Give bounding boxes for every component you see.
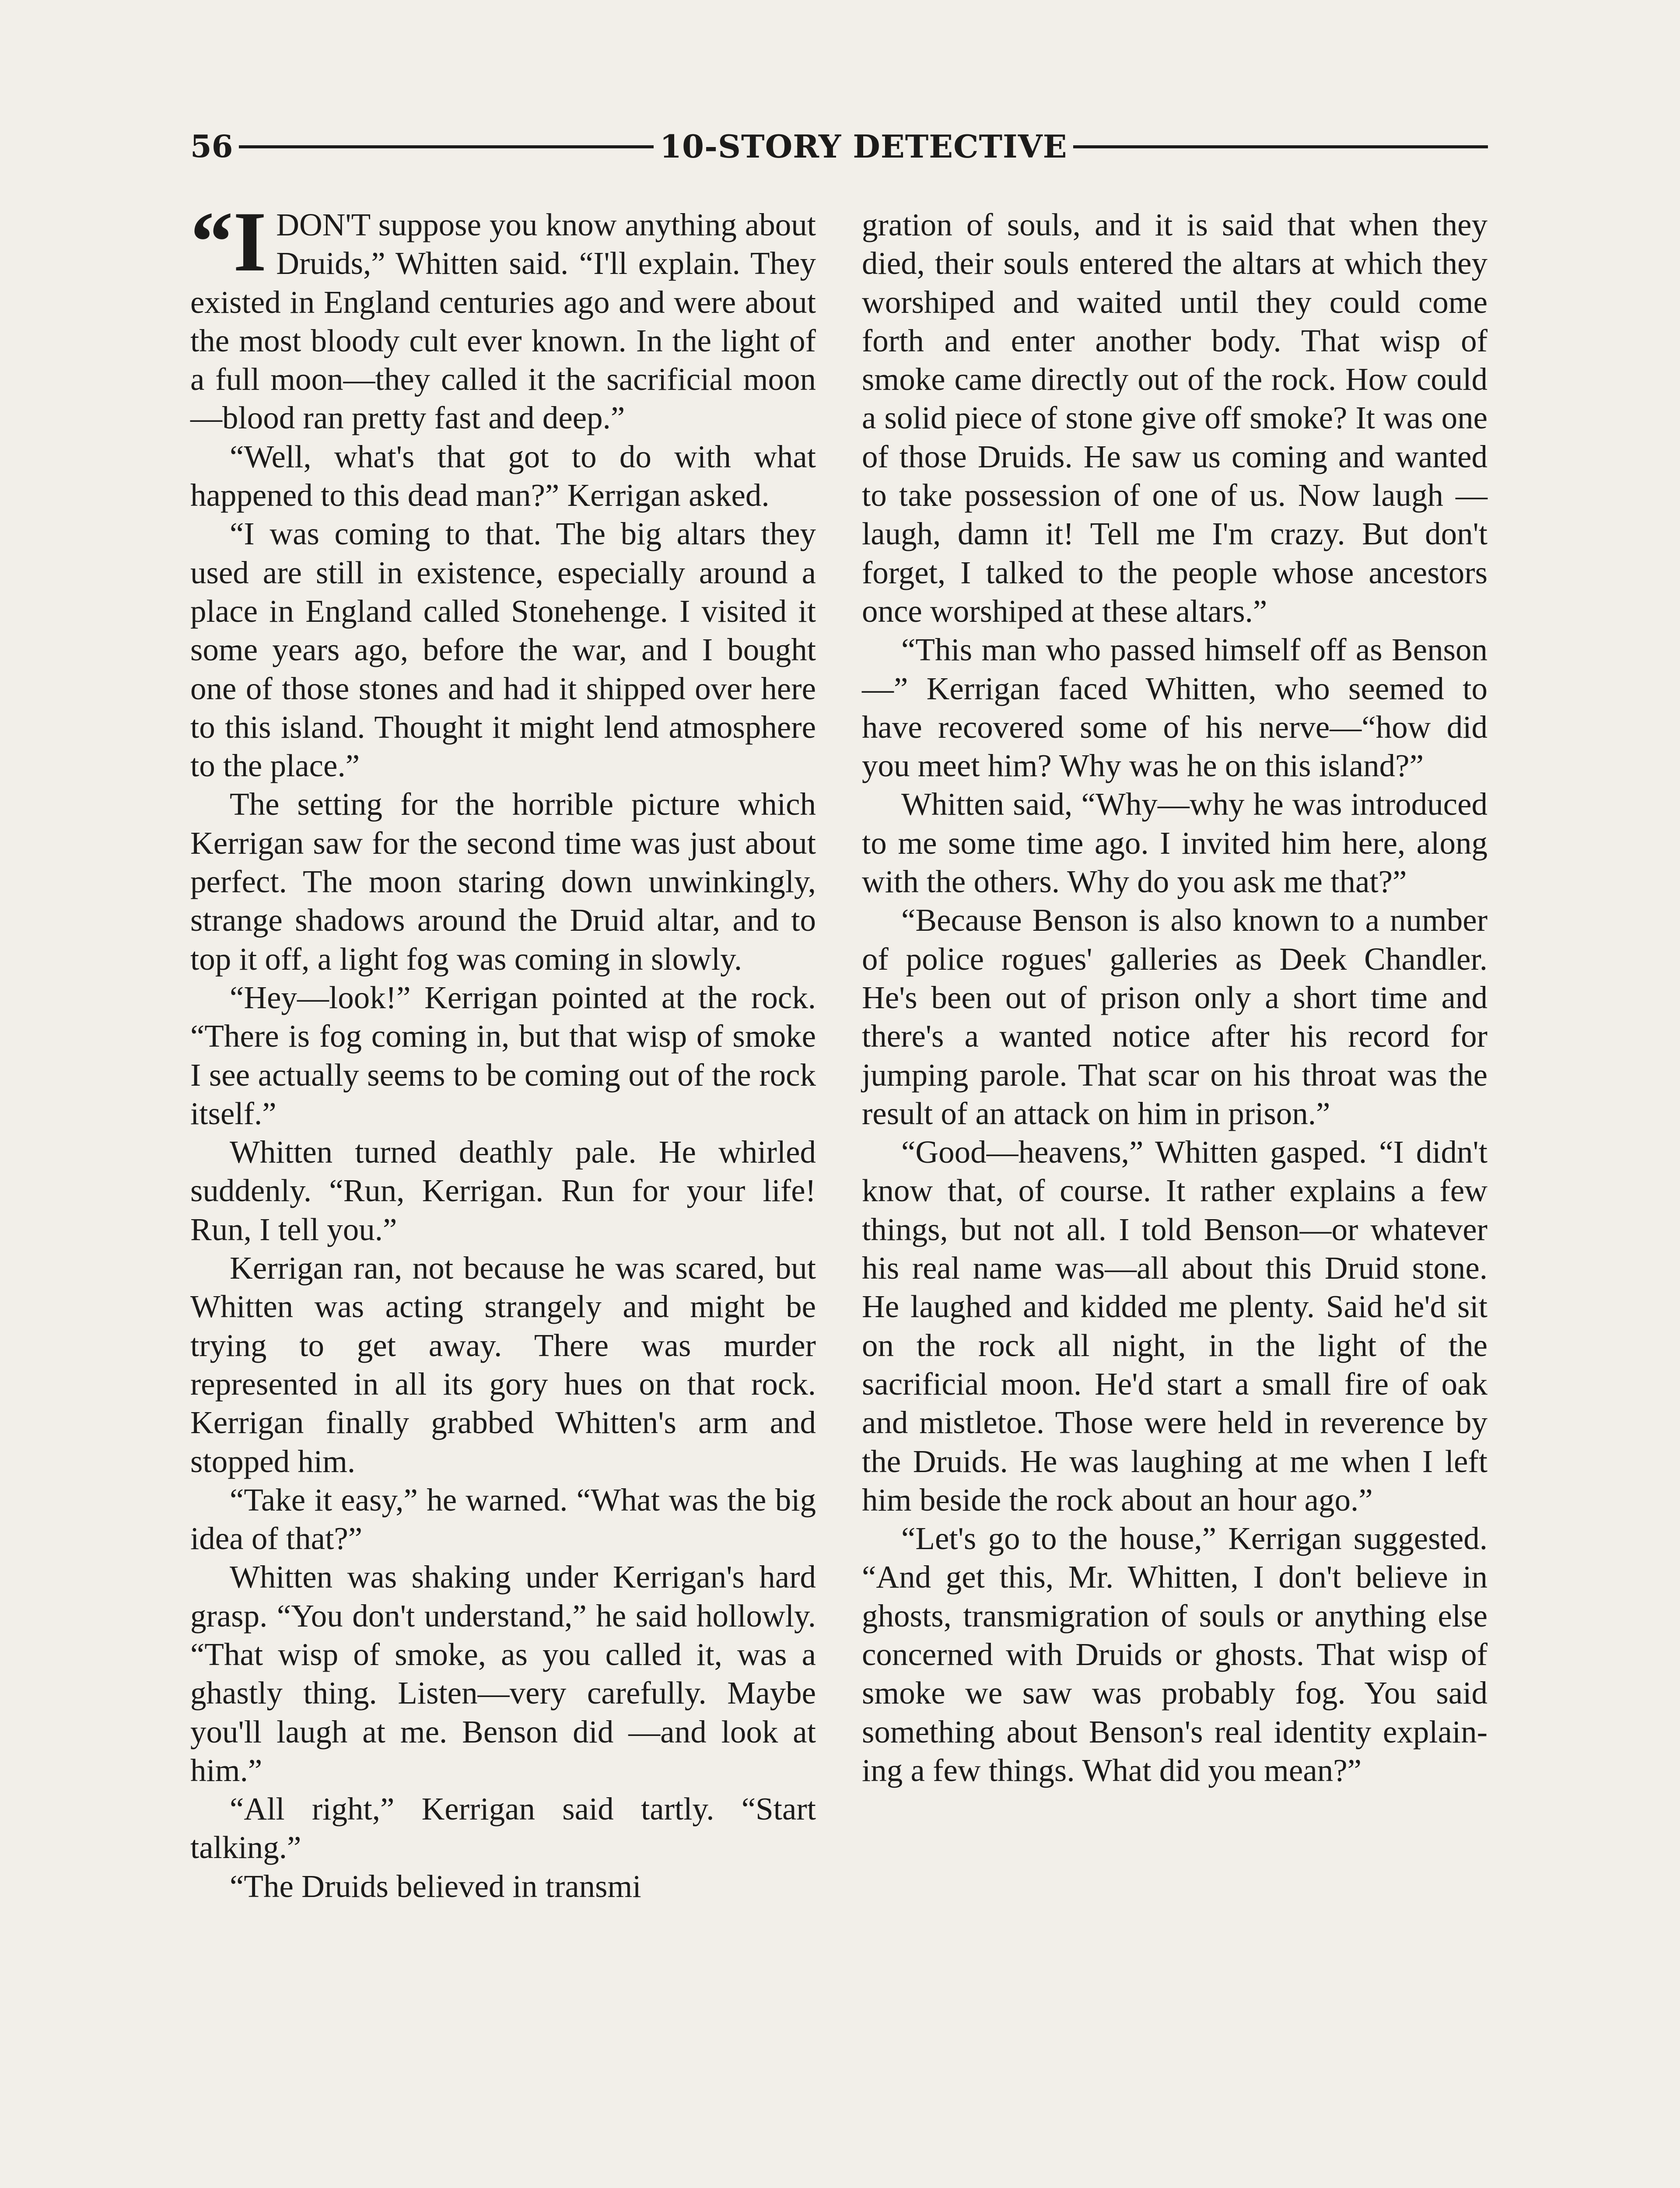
continued-paragraph: gration of souls, and it is said that when they died, their souls entered the altars at which they worshiped and waited until they could come forth and enter another body. That wisp of smoke came directly out of the rock. How could a solid piece of stone give off smoke? It was one of those Druids. He saw us coming and wanted to take possession of one of us. Now laugh —laugh, damn it! Tell me I'm crazy. But don't forget, I talked to the people whose ancestors once worshiped at these altars.” [862, 207, 1488, 629]
paragraph: “This man who passed himself off as Benson—” Kerrigan faced Whitten, who seemed to have recovered some of his nerve—“how did you meet him? Why was he on this island?” [862, 632, 1488, 784]
paragraph: “Because Benson is also known to a number of police rogues' galleries as Deek Chandler. He's been out of prison only a short time and there's a wanted notice after his record for jumping parole. That scar on his throat was the result of an attack on him in prison.” [862, 902, 1488, 1131]
drop-cap: “I [190, 194, 267, 289]
paragraph: “The Druids believed in transmi [230, 1868, 641, 1904]
left-column [190, 194, 816, 1906]
paragraph: Whitten turned deathly pale. He whirled suddenly. “Run, Kerrigan. Run for your life! Run, I tell you.” [190, 1134, 816, 1247]
paragraph: Whitten was shaking under Kerrigan's hard grasp. “You don't understand,” he said hollowly. “That wisp of smoke, as you called it, was a ghastly thing. Listen—very carefully. Maybe you'll laugh at me. Benson did —and look at him.” [190, 1559, 816, 1788]
magazine-title: 10-STORY DETECTIVE [659, 128, 1068, 165]
paragraph: “Good—heavens,” Whitten gasped. “I didn't know that, of course. It rather explains a few things, but not all. I told Benson—or whatever his real name was—all about this Druid stone. He laughed and kidded me plenty. Said he'd sit on the rock all night, in the light of the sacrificial moon. He'd start a small fire of oak and mistletoe. Those were held in reverence by the Druids. He was laughing at me when I left him beside the rock about an hour ago.” [862, 1134, 1488, 1518]
opening-text: DON'T suppose you know anything about Druids,” Whitten said. “I'll explain. They existed in England centuries ago and were about the most bloody cult ever known. In the light of a full moon—they called it the sacrificial moon—blood ran pretty fast and deep.” [190, 207, 816, 436]
header-rule-right [1073, 145, 1488, 148]
paragraph: “Let's go to the house,” Kerrigan suggested. “And get this, Mr. Whitten, I don't believe in ghosts, transmigration of souls or anything else concerned with Druids or ghosts. That wisp of smoke we saw was probably fog. You said something about Benson's real identity explaining a few things. What did you mean?” [862, 1521, 1488, 1788]
page-number: 56 [190, 128, 233, 165]
paragraph: “Take it easy,” he warned. “What was the big idea of that?” [190, 1482, 816, 1557]
header-rule-left [239, 145, 654, 148]
paragraph: The setting for the horrible picture which Kerrigan saw for the second time was just about perfect. The moon staring down unwinkingly, strange shadows around the Druid altar, and to top it off, a light fog was coming in slowly. [190, 786, 816, 977]
right-column [862, 206, 1488, 1790]
paragraph: “Well, what's that got to do with what happened to this dead man?” Kerrigan asked. [190, 438, 816, 513]
paragraph: Whitten said, “Why—why he was introduced to me some time ago. I invited him here, along with the others. Why do you ask me that?” [862, 786, 1488, 900]
paragraph: “All right,” Kerrigan said tartly. “Start talking.” [190, 1791, 816, 1865]
paragraph: “I was coming to that. The big altars they used are still in existence, especially around a place in England called Stonehenge. I visited it some years ago, before the war, and I bought one of those stones and had it shipped over here to this island. Thought it might lend atmosphere to the place.” [190, 516, 816, 784]
paragraph: Kerrigan ran, not because he was scared, but Whitten was acting strangely and might be trying to get away. There was murder represented in all its gory hues on that rock. Kerrigan finally grabbed Whitten's arm and stopped him. [190, 1250, 816, 1479]
paragraph: “Hey—look!” Kerrigan pointed at the rock. “There is fog coming in, but that wisp of smoke I see actually seems to be coming out of the rock itself.” [190, 979, 816, 1131]
page-header [190, 127, 1494, 166]
opening-paragraph [190, 194, 816, 438]
